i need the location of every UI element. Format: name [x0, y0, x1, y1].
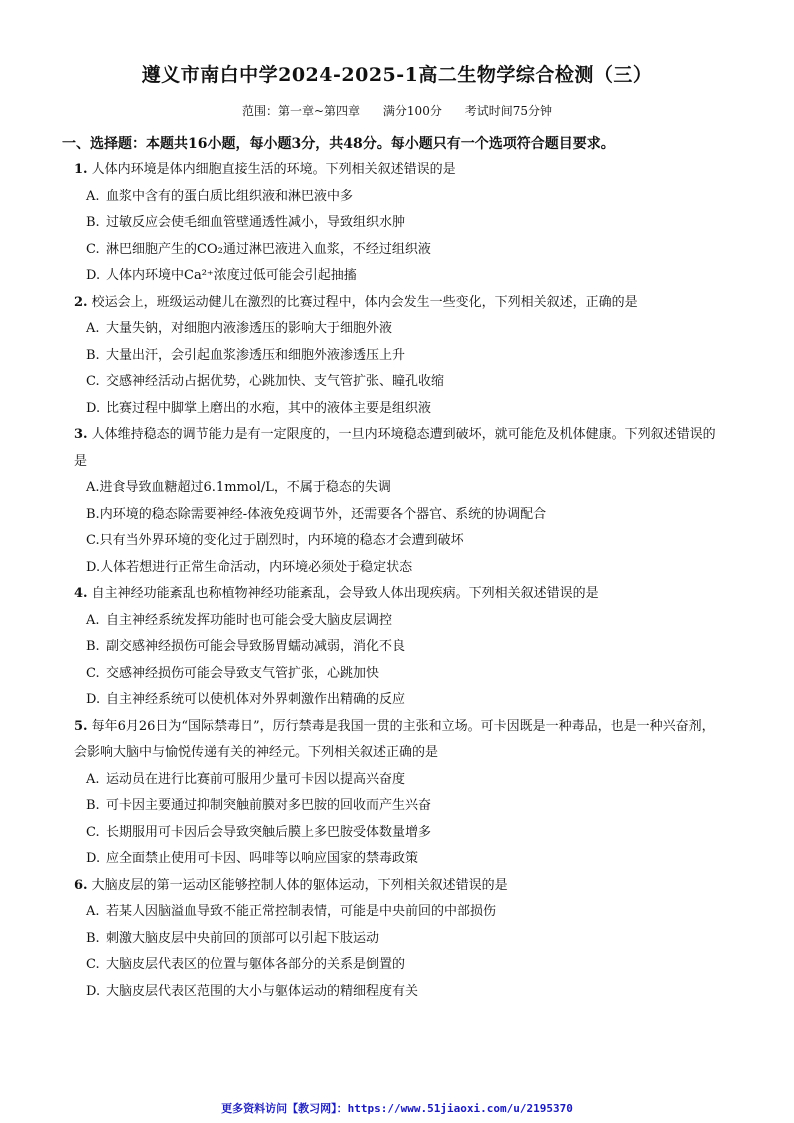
- option-c: C. 大脑皮层代表区的位置与躯体各部分的关系是倒置的: [86, 957, 406, 972]
- question-stem: 每年6月26日为“国际禁毒日”，厉行禁毒是我国一贯的主张和立场。可卡因既是一种毒品，也是一种兴奋剂，会影响大脑中与愉悦传递有关的神经元。下列相关叙述正确的是: [74, 718, 715, 760]
- section-heading: 一、选择题：本题共16小题，每小题3分，共48分。每小题只有一个选项符合题目要求。: [62, 136, 615, 152]
- option-d: D. 应全面禁止使用可卡因、吗啡等以响应国家的禁毒政策: [86, 851, 419, 866]
- option-c: C. 淋巴细胞产生的CO₂通过淋巴液进入血浆，不经过组织液: [86, 241, 431, 257]
- question-1: [74, 157, 726, 290]
- option-a: A. 大量失钠，对细胞内液渗透压的影响大于细胞外液: [86, 321, 393, 336]
- question-3: [74, 422, 726, 581]
- option-d: D. 比赛过程中脚掌上磨出的水疱，其中的液体主要是组织液: [86, 400, 432, 416]
- option-c: C. 交感神经损伤可能会导致支气管扩张，心跳加快: [86, 665, 380, 681]
- question-stem: 校运会上，班级运动健儿在激烈的比赛过程中，体内会发生一些变化，下列相关叙述，正确的是: [91, 294, 638, 310]
- question-number: 2.: [74, 294, 88, 310]
- option-d: D. 人体内环境中Ca²⁺浓度过低可能会引起抽搐: [86, 268, 357, 283]
- footer-link[interactable]: 更多资料访问【教习网】：https://www.51jiaoxi.com/u/2195370: [221, 1102, 573, 1115]
- option-b: B. 大量出汗，会引起血浆渗透压和细胞外液渗透压上升: [86, 347, 406, 363]
- question-number: 6.: [74, 877, 88, 893]
- option-c: C.只有当外界环境的变化过于剧烈时，内环境的稳态才会遭到破坏: [86, 533, 464, 548]
- question-4: [74, 581, 726, 714]
- question-2: [74, 290, 726, 423]
- exam-title: 遵义市南白中学2024-2025-1高二生物学综合检测（三）: [141, 64, 653, 86]
- option-c: C. 交感神经活动占据优势，心跳加快、支气管扩张、瞳孔收缩: [86, 374, 445, 389]
- question-5: [74, 714, 726, 873]
- exam-meta: 范围：第一章~第四章 满分100分 考试时间75分钟: [241, 104, 552, 118]
- option-d: D.人体若想进行正常生命活动，内环境必须处于稳定状态: [86, 559, 413, 575]
- option-b: B. 可卡因主要通过抑制突触前膜对多巴胺的回收而产生兴奋: [86, 798, 432, 813]
- option-a: A. 自主神经系统发挥功能时也可能会受大脑皮层调控: [86, 612, 393, 628]
- question-number: 5.: [74, 718, 88, 734]
- option-a: A. 运动员在进行比赛前可服用少量可卡因以提高兴奋度: [86, 771, 406, 787]
- option-a: A.进食导致血糖超过6.1mmol/L，不属于稳态的失调: [86, 480, 391, 495]
- question-stem: 大脑皮层的第一运动区能够控制人体的躯体运动，下列相关叙述错误的是: [91, 877, 508, 893]
- question-stem: 自主神经功能紊乱也称植物神经功能紊乱，会导致人体出现疾病。下列相关叙述错误的是: [91, 586, 599, 601]
- option-a: A. 血浆中含有的蛋白质比组织液和淋巴液中多: [86, 188, 354, 204]
- question-number: 3.: [74, 427, 88, 442]
- question-6: [74, 873, 726, 1006]
- option-a: A. 若某人因脑溢血导致不能正常控制表情，可能是中央前回的中部损伤: [86, 904, 497, 919]
- option-d: D. 大脑皮层代表区范围的大小与躯体运动的精细程度有关: [86, 983, 419, 999]
- question-list: [74, 157, 726, 1005]
- option-b: B. 刺激大脑皮层中央前回的顶部可以引起下肢运动: [86, 930, 380, 946]
- question-stem: 人体维持稳态的调节能力是有一定限度的，一旦内环境稳态遭到破坏，就可能危及机体健康。下列叙述错误的是: [74, 427, 716, 469]
- option-b: B. 过敏反应会使毛细血管壁通透性减小，导致组织水肿: [86, 215, 406, 230]
- option-c: C. 长期服用可卡因后会导致突触后膜上多巴胺受体数量增多: [86, 824, 432, 840]
- option-d: D. 自主神经系统可以使机体对外界刺激作出精确的反应: [86, 692, 406, 707]
- question-number: 1.: [74, 162, 88, 177]
- option-b: B. 副交感神经损伤可能会导致肠胃蠕动减弱，消化不良: [86, 639, 406, 654]
- option-b: B.内环境的稳态除需要神经-体液免疫调节外，还需要各个器官、系统的协调配合: [86, 506, 547, 522]
- question-number: 4.: [74, 586, 88, 601]
- question-stem: 人体内环境是体内细胞直接生活的环境。下列相关叙述错误的是: [91, 162, 456, 177]
